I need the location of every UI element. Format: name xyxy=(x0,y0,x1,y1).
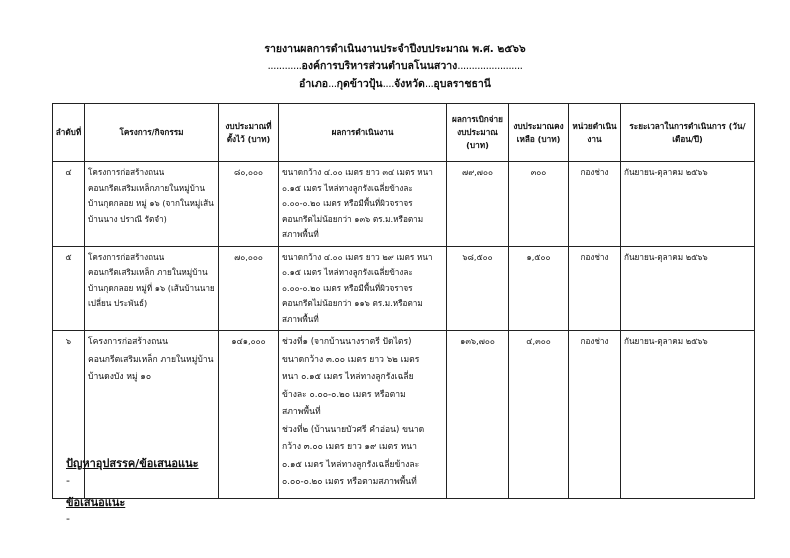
row-no: ๕ xyxy=(53,246,85,331)
problems-heading: ปัญหาอุปสรรค/ข้อเสนอแนะ xyxy=(66,457,199,470)
col-header-no: ลำดับที่ xyxy=(53,104,85,162)
row-period: กันยายน-ตุลาคม ๒๕๖๖ xyxy=(621,246,755,331)
row-no: ๖ xyxy=(53,331,85,499)
row-unit: กองช่าง xyxy=(569,246,621,331)
province-dots-2: ... xyxy=(424,78,434,90)
row-remaining: ๓๐๐ xyxy=(509,162,569,247)
district-label: อำเภอ xyxy=(299,78,329,90)
col-header-period: ระยะเวลาในการดำเนินการ (วัน/เดือน/ปี) xyxy=(621,104,755,162)
row-period: กันยายน-ตุลาคม ๒๕๖๖ xyxy=(621,162,755,247)
district-dots: ... xyxy=(328,78,337,90)
table-row xyxy=(53,162,755,247)
row-spent: ๖๘,๕๐๐ xyxy=(447,246,509,331)
province-label: จังหวัด xyxy=(393,78,425,90)
table-header-row xyxy=(53,104,755,162)
col-header-unit: หน่วยดำเนินงาน xyxy=(569,104,621,162)
col-header-budget: งบประมาณที่ตั้งไว้ (บาท) xyxy=(219,104,279,162)
row-no: ๔ xyxy=(53,162,85,247)
row-spent: ๑๓๖,๗๐๐ xyxy=(447,331,509,499)
report-title: รายงานผลการดำเนินงานประจำปีงบประมาณ พ.ศ. ๒๕๖๖ xyxy=(264,43,526,55)
row-period: กันยายน-ตุลาคม ๒๕๖๖ xyxy=(621,331,755,499)
org-dots-before: ............ xyxy=(267,60,302,72)
location-line xyxy=(0,77,790,91)
row-result: ขนาดกว้าง ๔.๐๐ เมตร ยาว ๒๙ เมตร หนา ๐.๑๕ เมตร ไหล่ทางลูกรังเฉลี่ยข้างละ ๐.๐๐-๐.๒๐ เมตร หรือมีพื้นที่ผิวจราจรคอนกรีตไม่น้อยกว่า ๑๑๖ ตร.ม.หรือตามสภาพพื้นที่ xyxy=(279,246,447,331)
row-unit: กองช่าง xyxy=(569,331,621,499)
row-budget: ๗๐,๐๐๐ xyxy=(219,246,279,331)
result-line: หนา ๐.๑๕ เมตร ไหล่ทางลูกรังเฉลี่ย xyxy=(282,372,414,382)
row-budget: ๘๐,๐๐๐ xyxy=(219,162,279,247)
row-project: โครงการก่อสร้างถนนคอนกรีตเสริมเหล็ก ภายในหมู่บ้าน บ้านดงบัง หมู่ ๑๐ xyxy=(85,331,219,499)
province-dots: .... xyxy=(382,78,394,90)
row-project: โครงการก่อสร้างถนนคอนกรีตเสริมเหล็กภายในหมู่บ้าน บ้านกุดกลอย หมู่ ๑๖ (จากในหมู่เส้นบ้านนาง ปราณี รัตจํา) xyxy=(85,162,219,247)
result-line: กว้าง ๓.๐๐ เมตร ยาว ๑๙ เมตร หนา xyxy=(282,442,417,452)
table-row xyxy=(53,331,755,499)
col-header-result: ผลการดำเนินงาน xyxy=(279,104,447,162)
problems-content: - xyxy=(66,474,70,487)
organization-line xyxy=(0,59,790,73)
row-budget: ๑๔๑,๐๐๐ xyxy=(219,331,279,499)
row-remaining: ๔,๓๐๐ xyxy=(509,331,569,499)
col-header-remaining: งบประมาณคงเหลือ (บาท) xyxy=(509,104,569,162)
suggestions-heading: ข้อเสนอแนะ xyxy=(66,496,126,509)
result-line: ๐.๑๕ เมตร ไหล่ทางลูกรังเฉลี่ยข้างละ xyxy=(282,459,420,470)
row-remaining: ๑,๕๐๐ xyxy=(509,246,569,331)
organization-name: องค์การบริหารส่วนตำบลโนนสวาง xyxy=(301,60,458,72)
result-line: สภาพพื้นที่ xyxy=(282,407,321,417)
result-line: ช่วงที่๒ (บ้านนายบัวศรี คำอ่อน) ขนาด xyxy=(282,424,425,435)
result-line: ช่วงที่๑ (จากบ้านนางราตรี ปัดไตร) xyxy=(282,337,412,347)
col-header-spent: ผลการเบิกจ่ายงบประมาณ (บาท) xyxy=(447,104,509,162)
row-result: ขนาดกว้าง ๔.๐๐ เมตร ยาว ๓๔ เมตร หนา ๐.๑๕ เมตร ไหล่ทางลูกรังเฉลี่ยข้างละ ๐.๐๐-๐.๒๐ เมตร หรือมีพื้นที่ผิวจราจรคอนกรีตไม่น้อยกว่า ๑๓๖ ตร.ม.หรือตามสภาพพื้นที่ xyxy=(279,162,447,247)
table-row xyxy=(53,246,755,331)
row-spent: ๗๙,๗๐๐ xyxy=(447,162,509,247)
row-unit: กองช่าง xyxy=(569,162,621,247)
result-line: ข้างละ ๐.๐๐-๐.๒๐ เมตร หรือตาม xyxy=(282,389,406,400)
district-name: กุดข้าวปุ้น xyxy=(336,78,383,90)
province-name: อุบลราชธานี xyxy=(433,78,491,90)
row-result xyxy=(279,331,447,499)
suggestions-content: - xyxy=(66,512,70,525)
org-dots-after: ....................... xyxy=(457,60,523,72)
col-header-project: โครงการ/กิจกรรม xyxy=(85,104,219,162)
result-line: ขนาดกว้าง ๓.๐๐ เมตร ยาว ๖๒ เมตร xyxy=(282,354,420,365)
result-line: ๐.๐๐-๐.๒๐ เมตร หรือตามสภาพพื้นที่ xyxy=(282,477,417,487)
performance-table xyxy=(52,103,755,499)
row-project: โครงการก่อสร้างถนนคอนกรีตเสริมเหล็ก ภายในหมู่บ้าน บ้านกุดกลอย หมู่ที่ ๑๖ (เส้นบ้านนายเปลี่ยน ประพันธ์) xyxy=(85,246,219,331)
